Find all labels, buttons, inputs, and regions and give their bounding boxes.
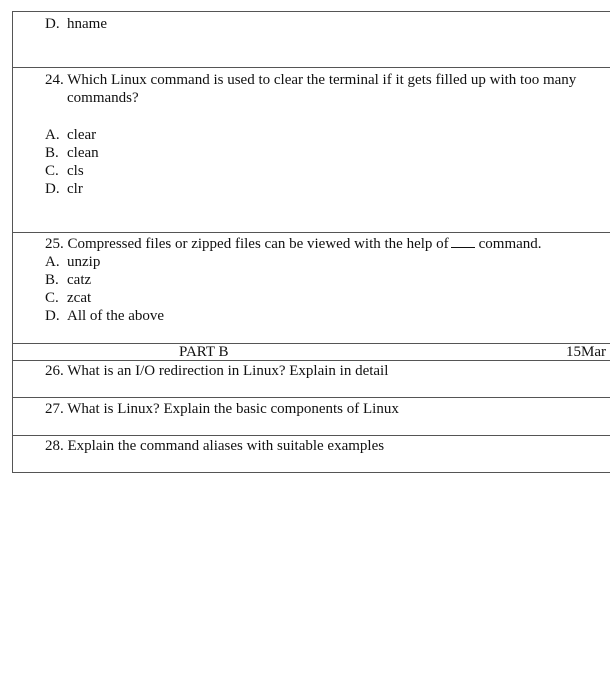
option-letter: C. [45,163,59,179]
option-letter: A. [45,127,60,143]
option-text: hname [67,16,107,32]
option-c [45,162,84,180]
question-number: 24. [45,72,64,88]
option-text: All of the above [67,308,165,324]
part-b-header-row [12,343,610,360]
option-letter: B. [45,145,59,161]
question-text: Which Linux command is used to clear the terminal if it gets filled up with too many [67,72,577,88]
option-text: zcat [67,290,92,306]
option-letter: D. [45,308,60,324]
question-number: 26. [45,363,64,379]
option-text: unzip [67,254,101,270]
question-number: 28. [45,438,64,454]
question-text: What is Linux? Explain the basic components of Linux [67,401,399,417]
question-number: 27. [45,401,64,417]
question-27-row [12,397,610,435]
question-24-line2 [67,89,139,107]
question-number: 25. [45,236,64,252]
option-letter: D. [45,181,60,197]
option-text: cls [67,163,84,179]
question-text: Explain the command aliases with suitable examples [67,438,385,454]
option-b [45,144,99,162]
option-a [45,253,100,271]
question-text: What is an I/O redirection in Linux? Explain in detail [67,363,389,379]
question-24-line1 [45,71,576,89]
question-text: Compressed files or zipped files can be viewed with the help of [67,236,449,252]
question-25-line1 [45,235,542,253]
option-letter: B. [45,272,59,288]
question-text-end: command. [478,236,542,252]
question-paper-table [12,11,610,473]
option-a [45,126,96,144]
question-23-tail-row [12,11,610,67]
section-marks: 15Mar [566,344,606,360]
option-text: clr [67,181,83,197]
option-d [45,307,164,325]
option-letter: A. [45,254,60,270]
question-text-continued: commands? [67,90,139,106]
option-d [45,15,107,33]
question-28-text [45,437,384,455]
question-26-text [45,362,388,380]
option-b [45,271,91,289]
option-c [45,289,91,307]
table-bottom-border [12,472,610,473]
option-letter: D. [45,16,60,32]
option-text: clean [67,145,99,161]
question-28-row [12,435,610,472]
option-text: catz [67,272,92,288]
question-26-row [12,360,610,397]
question-24-row [12,67,610,232]
question-25-row [12,232,610,343]
question-27-text [45,400,399,418]
option-letter: C. [45,290,59,306]
fill-in-blank [451,235,475,248]
option-d [45,180,83,198]
option-text: clear [67,127,97,143]
section-title: PART B [179,344,229,360]
